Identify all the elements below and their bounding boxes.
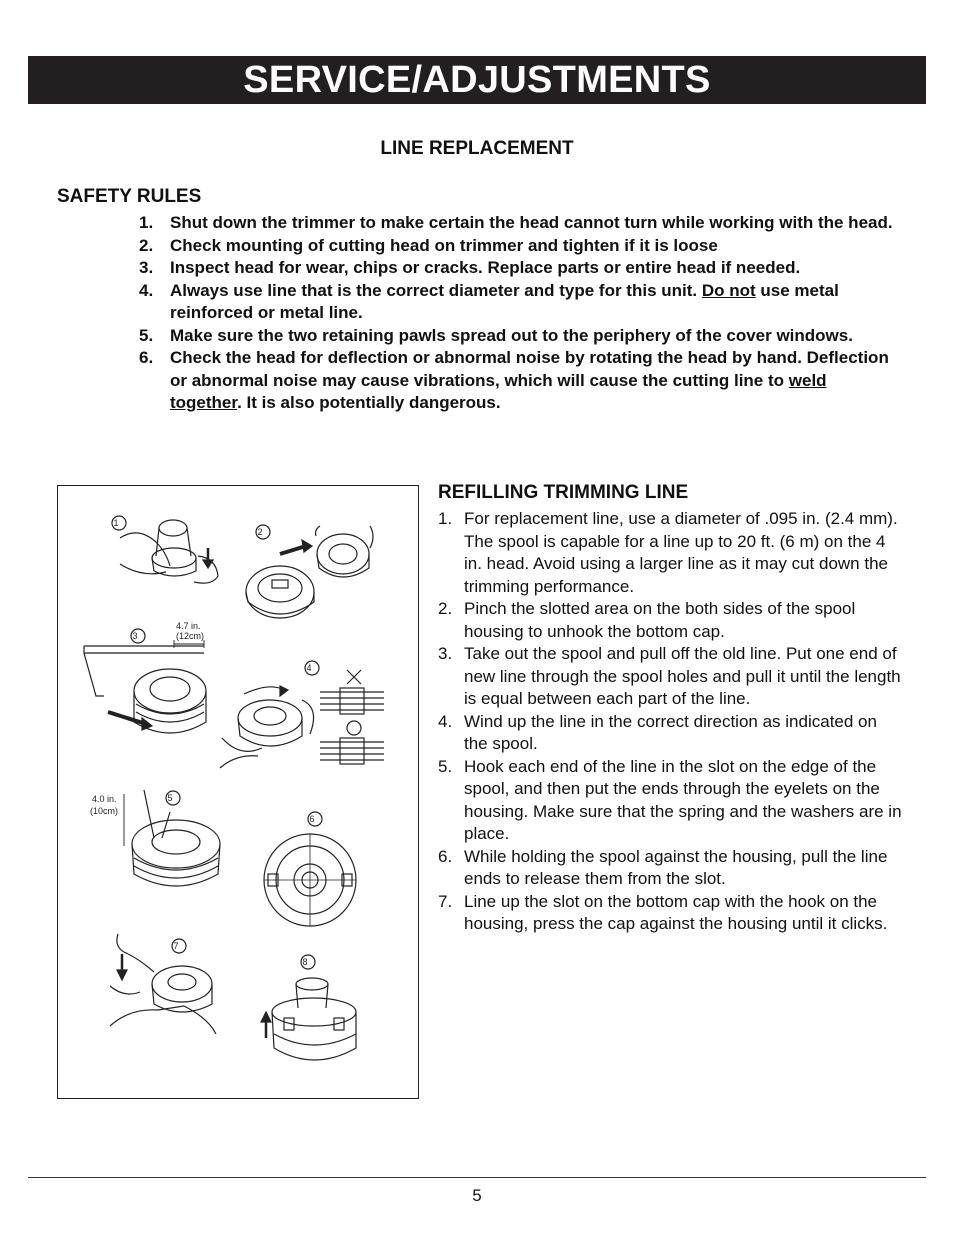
item-number: 4.	[139, 280, 154, 300]
step-1-label: 1	[113, 518, 119, 528]
safety-rules-list	[139, 212, 899, 415]
step-3-illustration	[84, 629, 206, 733]
illustration-panel	[57, 485, 419, 1099]
list-item	[139, 325, 899, 348]
item-number: 4.	[438, 711, 453, 731]
step-6-label: 6	[309, 814, 315, 824]
item-text: Shut down the trimmer to make certain the head cannot turn while working with the head.	[170, 213, 893, 232]
item-text: Line up the slot on the bottom cap with the hook on the housing, press the cap against the housing until it clicks.	[464, 891, 888, 933]
list-item	[438, 891, 903, 936]
list-item	[139, 347, 899, 415]
list-item	[438, 508, 903, 598]
list-item	[438, 756, 903, 846]
list-item	[139, 212, 899, 235]
step-2-illustration	[246, 525, 373, 618]
item-text: Make sure the two retaining pawls spread out to the periphery of the cover windows.	[170, 325, 853, 345]
item-text: While holding the spool against the housing, pull the line ends to release them from the slot.	[464, 846, 888, 888]
step-5-label: 5	[167, 793, 173, 803]
list-item	[139, 257, 899, 280]
item-number: 5.	[139, 325, 154, 345]
item-text: Pinch the slotted area on the both sides of the spool housing to unhook the bottom cap.	[464, 599, 856, 641]
step-8-label: 8	[302, 957, 308, 967]
page-number: 5	[472, 1186, 482, 1205]
item-number: 1.	[139, 213, 154, 232]
list-item	[139, 280, 899, 325]
section-title: LINE REPLACEMENT	[380, 138, 574, 159]
item-text	[170, 280, 899, 325]
item-number: 2.	[139, 235, 154, 255]
dimension-label-a-metric: (12cm)	[176, 631, 205, 641]
dimension-label-b-metric: (10cm)	[90, 806, 119, 816]
step-8-illustration	[261, 955, 356, 1060]
refilling-heading: REFILLING TRIMMING LINE	[438, 482, 689, 503]
item-number: 5.	[438, 756, 453, 776]
list-item	[438, 598, 903, 643]
item-text-pre: Check the head for deflection or abnormal noise by rotating the head by hand. Deflection or abnormal noise may cause vibrations, which will cause the cutting line to	[170, 348, 889, 390]
item-number: 2.	[438, 599, 453, 618]
item-text: For replacement line, use a diameter of .095 in. (2.4 mm). The spool is capable for a line up to 20 ft. (6 m) on the 4 in. head. Avoid using a larger line as it may cut down the trimming performance.	[464, 509, 898, 596]
step-1-illustration	[112, 516, 218, 583]
page-title-bar	[28, 56, 926, 104]
item-number: 7.	[438, 891, 453, 911]
item-number: 6.	[438, 846, 453, 866]
dimension-label-a: 4.7 in.	[176, 621, 201, 631]
item-number: 3.	[438, 644, 453, 663]
step-6-illustration	[264, 812, 356, 926]
item-text-underline: Do not	[701, 280, 756, 300]
page-title: SERVICE/ADJUSTMENTS	[243, 58, 711, 101]
item-text: Wind up the line in the correct direction as indicated on the spool.	[464, 711, 877, 753]
list-item	[438, 846, 903, 891]
item-number: 3.	[139, 258, 154, 277]
list-item	[438, 643, 903, 711]
safety-rules-heading: SAFETY RULES	[57, 186, 202, 207]
step-4-illustration	[220, 661, 384, 768]
step-5-illustration	[124, 790, 220, 886]
item-text: Take out the spool and pull off the old line. Put one end of new line through the spool holes and pull it until the length is equal between each part of the line.	[464, 644, 901, 708]
step-7-illustration	[110, 934, 216, 1034]
list-item	[139, 235, 899, 258]
dimension-label-b: 4.0 in.	[92, 794, 117, 804]
step-7-label: 7	[173, 941, 179, 951]
item-text: Hook each end of the line in the slot on the edge of the spool, and then put the ends through the eyelets on the housing. Make sure that the spring and the washers are in place.	[464, 756, 902, 843]
item-text-underline: weld together	[170, 370, 827, 412]
item-text-post: use metal reinforced or metal line.	[170, 280, 839, 322]
item-text: Check mounting of cutting head on trimmer and tighten if it is loose	[170, 235, 718, 255]
step-4-label: 4	[306, 663, 312, 673]
list-item	[438, 711, 903, 756]
item-text: Inspect head for wear, chips or cracks. Replace parts or entire head if needed.	[170, 258, 801, 277]
step-3-label: 3	[132, 631, 138, 641]
line-replacement-illustrations	[58, 486, 420, 1100]
item-text	[170, 347, 899, 415]
item-text-post: . It is also potentially dangerous.	[237, 393, 501, 412]
refilling-steps-list	[438, 508, 903, 936]
item-number: 6.	[139, 348, 154, 367]
item-text-pre: Always use line that is the correct diameter and type for this unit.	[170, 280, 702, 300]
item-number: 1.	[438, 509, 453, 528]
footer-divider	[28, 1177, 926, 1178]
step-2-label: 2	[257, 527, 263, 537]
